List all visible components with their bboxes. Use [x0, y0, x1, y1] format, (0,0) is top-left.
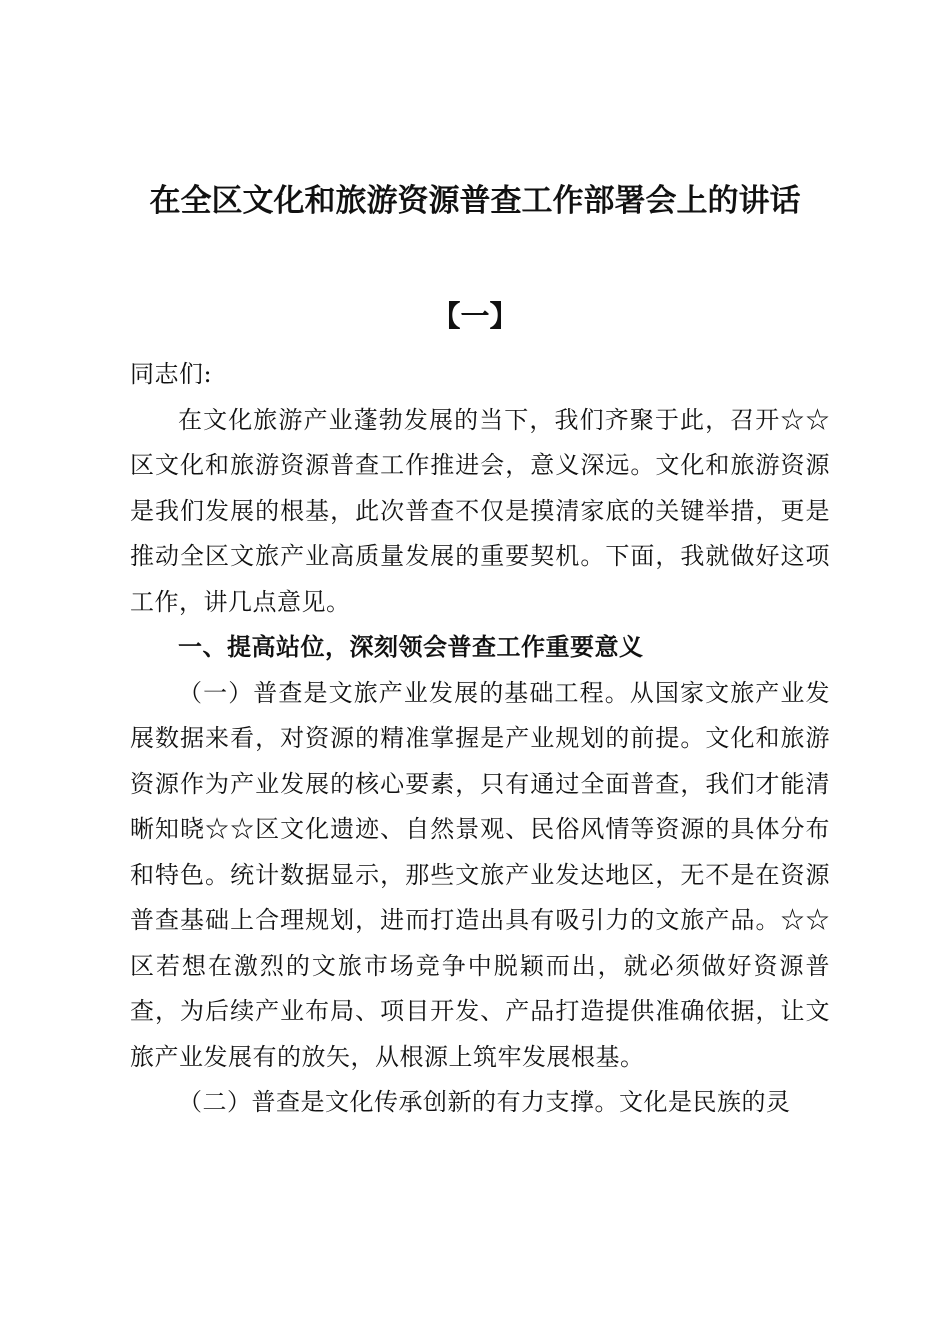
point-1-paragraph: （一）普查是文旅产业发展的基础工程。从国家文旅产业发展数据来看，对资源的精准掌握是产业规划的前提。文化和旅游资源作为产业发展的核心要素，只有通过全面普查，我们才能清晰知晓☆☆区文化遗迹、自然景观、民俗风情等资源的具体分布和特色。统计数据显示，那些文旅产业发达地区，无不是在资源普查基础上合理规划，进而打造出具有吸引力的文旅产品。☆☆区若想在激烈的文旅市场竞争中脱颖而出，就必须做好资源普查，为后续产业布局、项目开发、产品打造提供准确依据，让文旅产业发展有的放矢，从根源上筑牢发展根基。	[130, 678, 830, 1071]
document-title: 在全区文化和旅游资源普查工作部署会上的讲话	[149, 183, 801, 219]
intro-paragraph: 在文化旅游产业蓬勃发展的当下，我们齐聚于此，召开☆☆区文化和旅游资源普查工作推进会，意义深远。文化和旅游资源是我们发展的根基，此次普查不仅是摸清家底的关键举措，更是推动全区文旅产业高质量发展的重要契机。下面，我就做好这项工作，讲几点意见。	[130, 405, 830, 616]
point-2-paragraph: （二）普查是文化传承创新的有力支撑。文化是民族的灵	[178, 1088, 791, 1116]
document-body	[130, 352, 830, 1126]
section-heading-1: 一、提高站位，深刻领会普查工作重要意义	[178, 633, 644, 661]
section-marker: 【一】	[431, 299, 519, 333]
salutation: 同志们:	[130, 360, 213, 388]
